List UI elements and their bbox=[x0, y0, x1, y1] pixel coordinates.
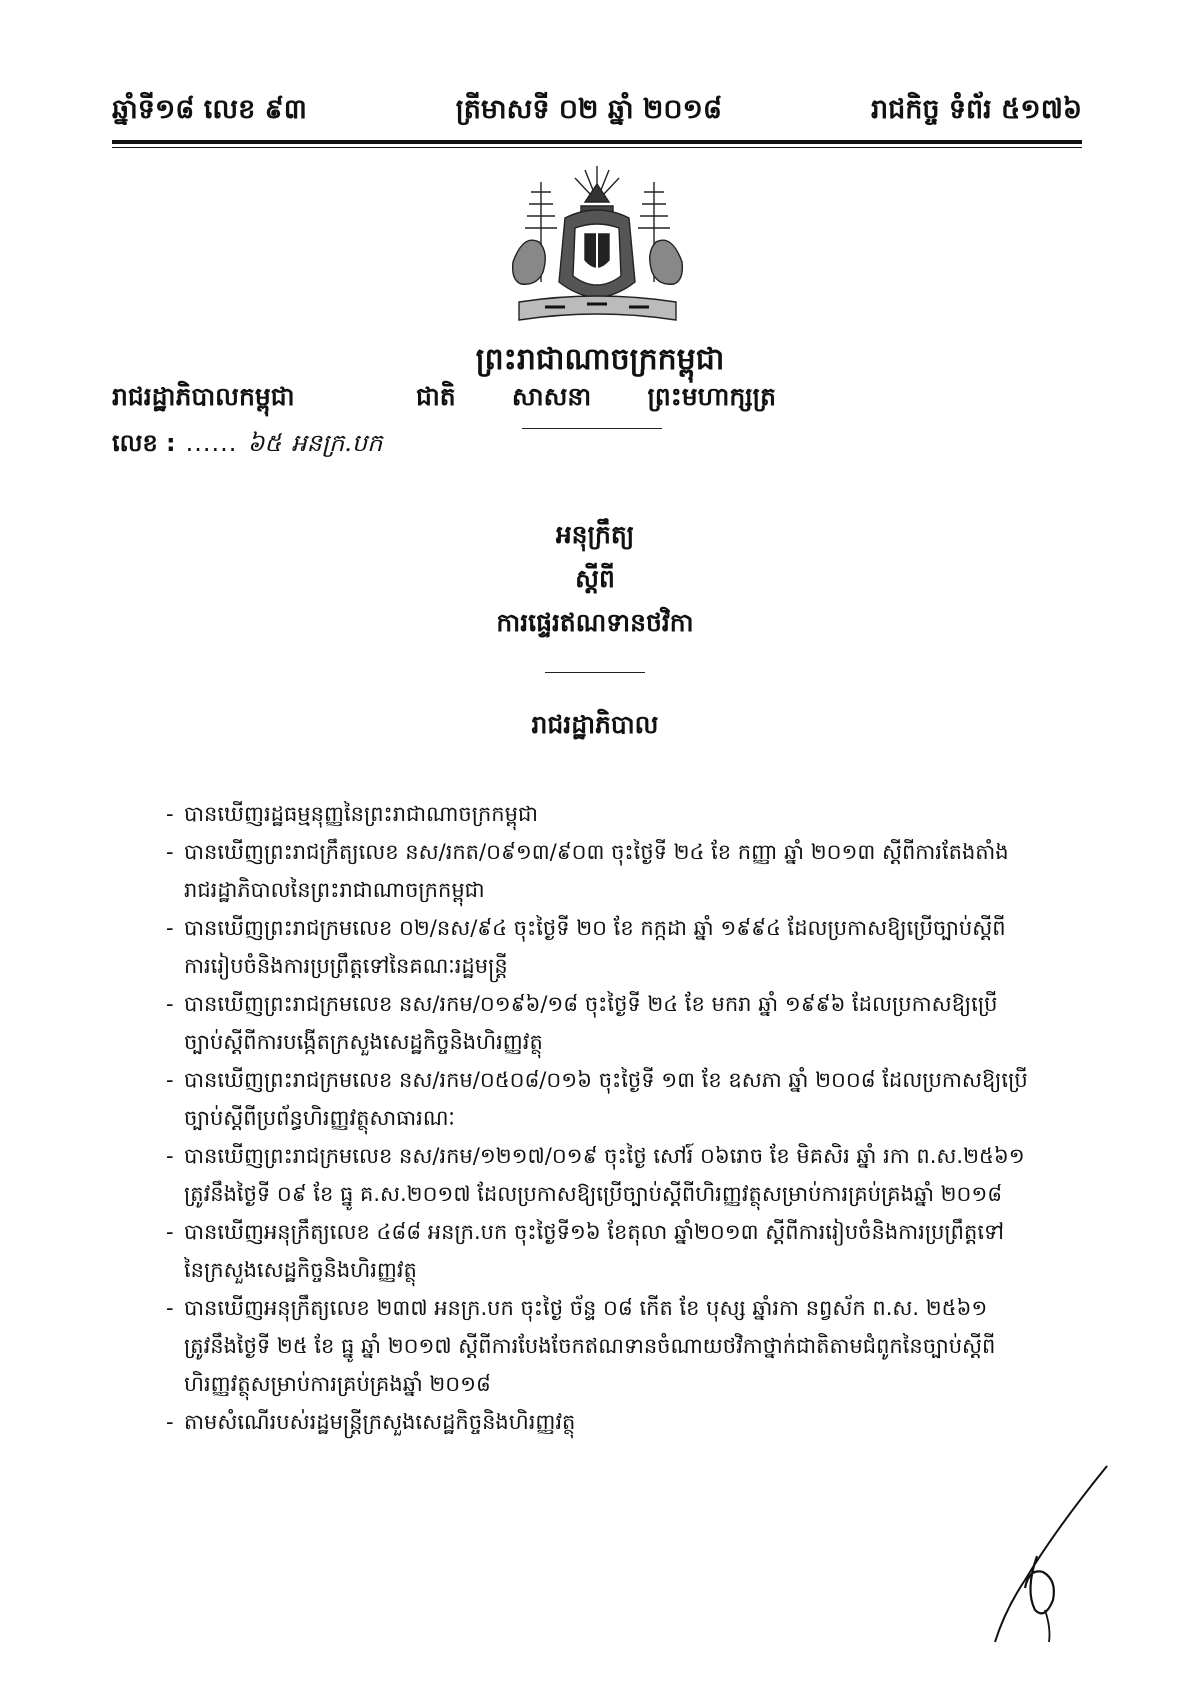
reference-value: ៦៥ bbox=[247, 429, 282, 457]
title-divider bbox=[545, 672, 645, 673]
list-item: - បានឃើញរដ្ឋធម្មនុញ្ញនៃព្រះរាជាណាចក្រកម្ពុជា bbox=[170, 795, 1050, 833]
header-divider bbox=[112, 140, 1082, 144]
list-item: - បានឃើញព្រះរាជក្រមលេខ នស/រកម/១២១៧/០១៩ ចុះថ្ងៃ សៅរ៍ ០៦រោច ខែ មិគសិរ ឆ្នាំ រកា ព.ស.២៥៦១ ត្រូវនឹងថ្ងៃទី ០៩ ខែ ធ្នូ គ.ស.២០១៧ ដែលប្រកាសឱ្យប្រើច្បាប់ស្តីពីហិរញ្ញវត្ថុសម្រាប់ការគ្រប់គ្រងឆ្នាំ ២០១៨ bbox=[170, 1137, 1050, 1213]
list-item: - បានឃើញព្រះរាជក្រឹត្យលេខ នស/រកត/០៩១៣/៩០៣ ចុះថ្ងៃទី ២៤ ខែ កញ្ញា ឆ្នាំ ២០១៣ ស្តីពីការតែងតាំង រាជរដ្ឋាភិបាលនៃព្រះរាជាណាចក្រកម្ពុជា bbox=[170, 833, 1050, 909]
list-item: - បានឃើញអនុក្រឹត្យលេខ ៤៨៨ អនក្រ.បក ចុះថ្ងៃទី១៦ ខែតុលា ឆ្នាំ២០១៣ ស្តីពីការរៀបចំនិងការប្រព្រឹត្តទៅ នៃក្រសួងសេដ្ឋកិច្ចនិងហិរញ្ញវត្ថុ bbox=[170, 1213, 1050, 1289]
motto-divider bbox=[522, 428, 662, 429]
gazette-page: រាជកិច្ច ទំព័រ ៥១៧៦ bbox=[870, 93, 1082, 125]
gazette-year-issue: ឆ្នាំទី១៨ លេខ ៩៣ bbox=[112, 93, 307, 125]
header-divider-thin bbox=[112, 147, 1082, 148]
reference-label: លេខ : bbox=[112, 429, 176, 457]
gazette-quarter: ត្រីមាសទី ០២ ឆ្នាំ ២០១៨ bbox=[455, 93, 723, 125]
document-about: ស្តីពី bbox=[575, 564, 615, 593]
handwritten-signature-icon bbox=[985, 1460, 1115, 1650]
list-item: - បានឃើញព្រះរាជក្រមលេខ នស/រកម/០៥០៨/០១៦ ចុះថ្ងៃទី ១៣ ខែ ឧសភា ឆ្នាំ ២០០៨ ដែលប្រកាសឱ្យប្រើ ច្បាប់ស្តីពីប្រព័ន្ធហិរញ្ញវត្ថុសាធារណៈ bbox=[170, 1061, 1050, 1137]
reference-suffix: អនក្រ.បក bbox=[291, 429, 383, 457]
government-name: រាជរដ្ឋាភិបាលកម្ពុជា bbox=[112, 382, 295, 411]
motto-nation: ជាតិ bbox=[416, 382, 456, 411]
kingdom-title: ព្រះរាជាណាចក្រកម្ពុជា bbox=[475, 342, 725, 377]
motto-religion: សាសនា bbox=[511, 382, 592, 411]
royal-arms-of-cambodia-icon bbox=[505, 162, 690, 337]
preamble-clauses bbox=[170, 795, 1050, 1441]
list-item: - បានឃើញព្រះរាជក្រមលេខ នស/រកម/០១៩៦/១៨ ចុះថ្ងៃទី ២៤ ខែ មករា ឆ្នាំ ១៩៩៦ ដែលប្រកាសឱ្យប្រើ ច្បាប់ស្តីពីការបង្កើតក្រសួងសេដ្ឋកិច្ចនិងហិរញ្ញវត្ថុ bbox=[170, 985, 1050, 1061]
reference-dots: ...... bbox=[185, 429, 238, 457]
issuer-heading: រាជរដ្ឋាភិបាល bbox=[531, 710, 659, 739]
gazette-header bbox=[112, 88, 1082, 136]
list-item: - បានឃើញព្រះរាជក្រមលេខ ០២/នស/៩៤ ចុះថ្ងៃទី ២០ ខែ កក្កដា ឆ្នាំ ១៩៩៤ ដែលប្រកាសឱ្យប្រើច្បាប់ស្តីពី ការរៀបចំនិងការប្រព្រឹត្តទៅនៃគណៈរដ្ឋមន្ត្រី bbox=[170, 909, 1050, 985]
reference-number bbox=[112, 428, 382, 463]
motto-king: ព្រះមហាក្សត្រ bbox=[647, 382, 776, 411]
list-item: - បានឃើញអនុក្រឹត្យលេខ ២៣៧ អនក្រ.បក ចុះថ្ងៃ ច័ន្ទ ០៨ កើត ខែ បុស្ស ឆ្នាំរកា នព្វស័ក ព.ស. ២៥៦១ ត្រូវនឹងថ្ងៃទី ២៥ ខែ ធ្នូ ឆ្នាំ ២០១៧ ស្តីពីការបែងចែកឥណទានចំណាយថវិកាថ្នាក់ជាតិតាមជំពូកនៃច្បាប់ស្តីពី ហិរញ្ញវត្ថុសម្រាប់ការគ្រប់គ្រងឆ្នាំ ២០១៨ bbox=[170, 1289, 1050, 1403]
document-subject: ការផ្ទេរឥណទានថវិកា bbox=[496, 608, 694, 637]
document-type: អនុក្រឹត្យ bbox=[555, 520, 635, 549]
national-motto bbox=[416, 382, 776, 418]
list-item: - តាមសំណើរបស់រដ្ឋមន្ត្រីក្រសួងសេដ្ឋកិច្ចនិងហិរញ្ញវត្ថុ bbox=[170, 1403, 1050, 1441]
